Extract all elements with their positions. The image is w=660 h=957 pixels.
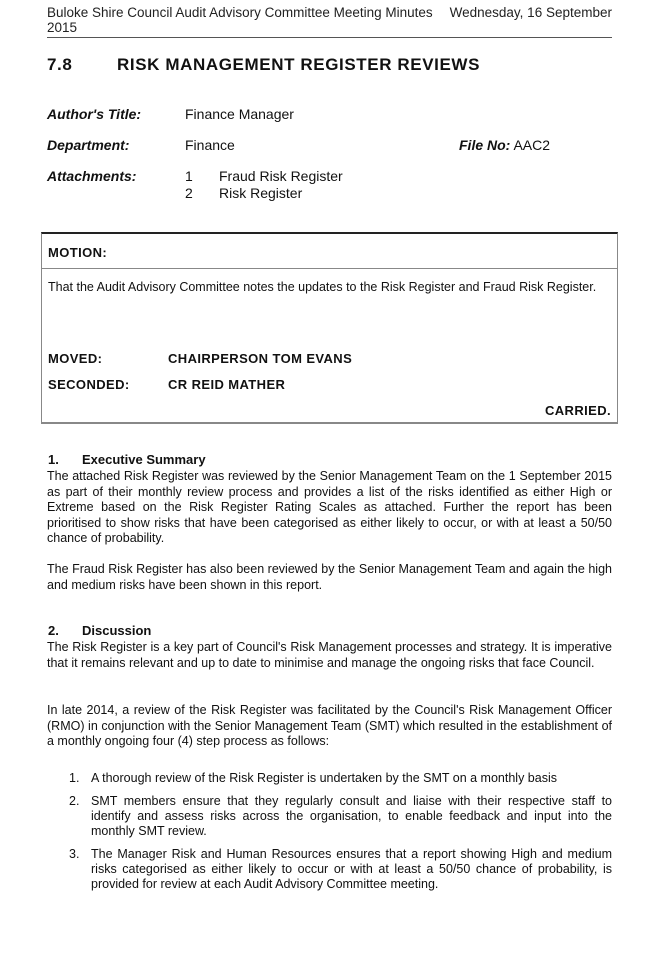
moved-label: MOVED:: [48, 351, 103, 366]
list-item-number: 1.: [69, 771, 80, 785]
attachment-title: Fraud Risk Register: [219, 168, 343, 184]
list-item: [69, 847, 612, 892]
department-value: Finance: [185, 137, 235, 153]
attachment-title: Risk Register: [219, 185, 303, 201]
list-item-number: 3.: [69, 847, 80, 861]
motion-result: CARRIED.: [544, 403, 611, 418]
file-number: [459, 137, 550, 153]
discussion-paragraph-2: In late 2014, a review of the Risk Register was facilitated by the Council's Risk Management Officer (RMO) in conjunction with the Senior Management Team (SMT) which resulted in the establishment of a monthly ongoing four (4) step process as follows:: [47, 703, 612, 748]
seconded-label: SECONDED:: [48, 377, 130, 392]
page-title: [47, 55, 480, 75]
attachments-label: Attachments:: [47, 168, 137, 184]
motion-text: That the Audit Advisory Committee notes the updates to the Risk Register and Fraud Risk Register.: [48, 280, 597, 294]
motion-label: MOTION:: [48, 245, 108, 260]
seconded-value: CR REID MATHER: [168, 377, 286, 392]
item-title: RISK MANAGEMENT REGISTER REVIEWS: [117, 55, 481, 74]
seconded-row: [48, 377, 286, 392]
section-heading: [48, 452, 206, 467]
department-label: Department:: [47, 137, 130, 153]
process-steps-list: [69, 771, 612, 900]
fileno-label: File No:: [459, 137, 511, 153]
section-number: 1.: [48, 452, 59, 467]
list-item-text: The Manager Risk and Human Resources ensures that a report showing High and medium risks categorised as either likely to occur or with at least a 50/50 chance of probability, is provided for review at each Audit Advisory Committee meeting.: [91, 847, 612, 891]
list-item: [69, 794, 612, 839]
fileno-value: AAC2: [513, 137, 551, 153]
attachments-list: [185, 168, 343, 202]
attachment-number: 1: [185, 168, 193, 184]
section-number: 2.: [48, 623, 59, 638]
moved-row: [48, 351, 353, 366]
motion-header: [42, 234, 617, 269]
list-item: [69, 771, 612, 786]
attachment-item: [185, 185, 343, 202]
section-title: Executive Summary: [82, 452, 206, 467]
header-date: Wednesday, 16 September: [449, 5, 612, 20]
attachment-item: [185, 168, 343, 185]
moved-value: CHAIRPERSON TOM EVANS: [168, 351, 353, 366]
author-value: Finance Manager: [185, 106, 294, 122]
header-meeting-title: Buloke Shire Council Audit Advisory Committee Meeting Minutes: [47, 5, 433, 20]
section-heading: [48, 623, 151, 638]
header-year: 2015: [47, 20, 78, 35]
list-item-text: SMT members ensure that they regularly consult and liaise with their respective staff to identify and assess risks across the organisation, to enable feedback and input into the monthly SMT review.: [91, 794, 612, 838]
section-title: Discussion: [82, 623, 152, 638]
exec-summary-paragraph-2: The Fraud Risk Register has also been reviewed by the Senior Management Team and again the high and medium risks have been shown in this report.: [47, 562, 612, 592]
list-item-number: 2.: [69, 794, 80, 808]
item-number: 7.8: [47, 55, 73, 74]
discussion-paragraph-1: The Risk Register is a key part of Council's Risk Management processes and strategy. It is imperative that it remains relevant and up to date to minimise and manage the ongoing risks that face Council.: [47, 640, 612, 670]
list-item-text: A thorough review of the Risk Register is undertaken by the SMT on a monthly basis: [91, 771, 557, 785]
attachment-number: 2: [185, 185, 193, 201]
page-header: [47, 5, 612, 38]
author-label: Author's Title:: [47, 106, 142, 122]
motion-box: [41, 232, 618, 424]
exec-summary-paragraph-1: The attached Risk Register was reviewed by the Senior Management Team on the 1 September 2015 as part of their monthly review process and provides a list of the risks identified as either High or Extreme based on the Risk Register Rating Scales as attached. Further the report has been prioritised to show risks that have been categorised as either likely to occur, or with at least a 50/50 chance of probability.: [47, 469, 612, 545]
